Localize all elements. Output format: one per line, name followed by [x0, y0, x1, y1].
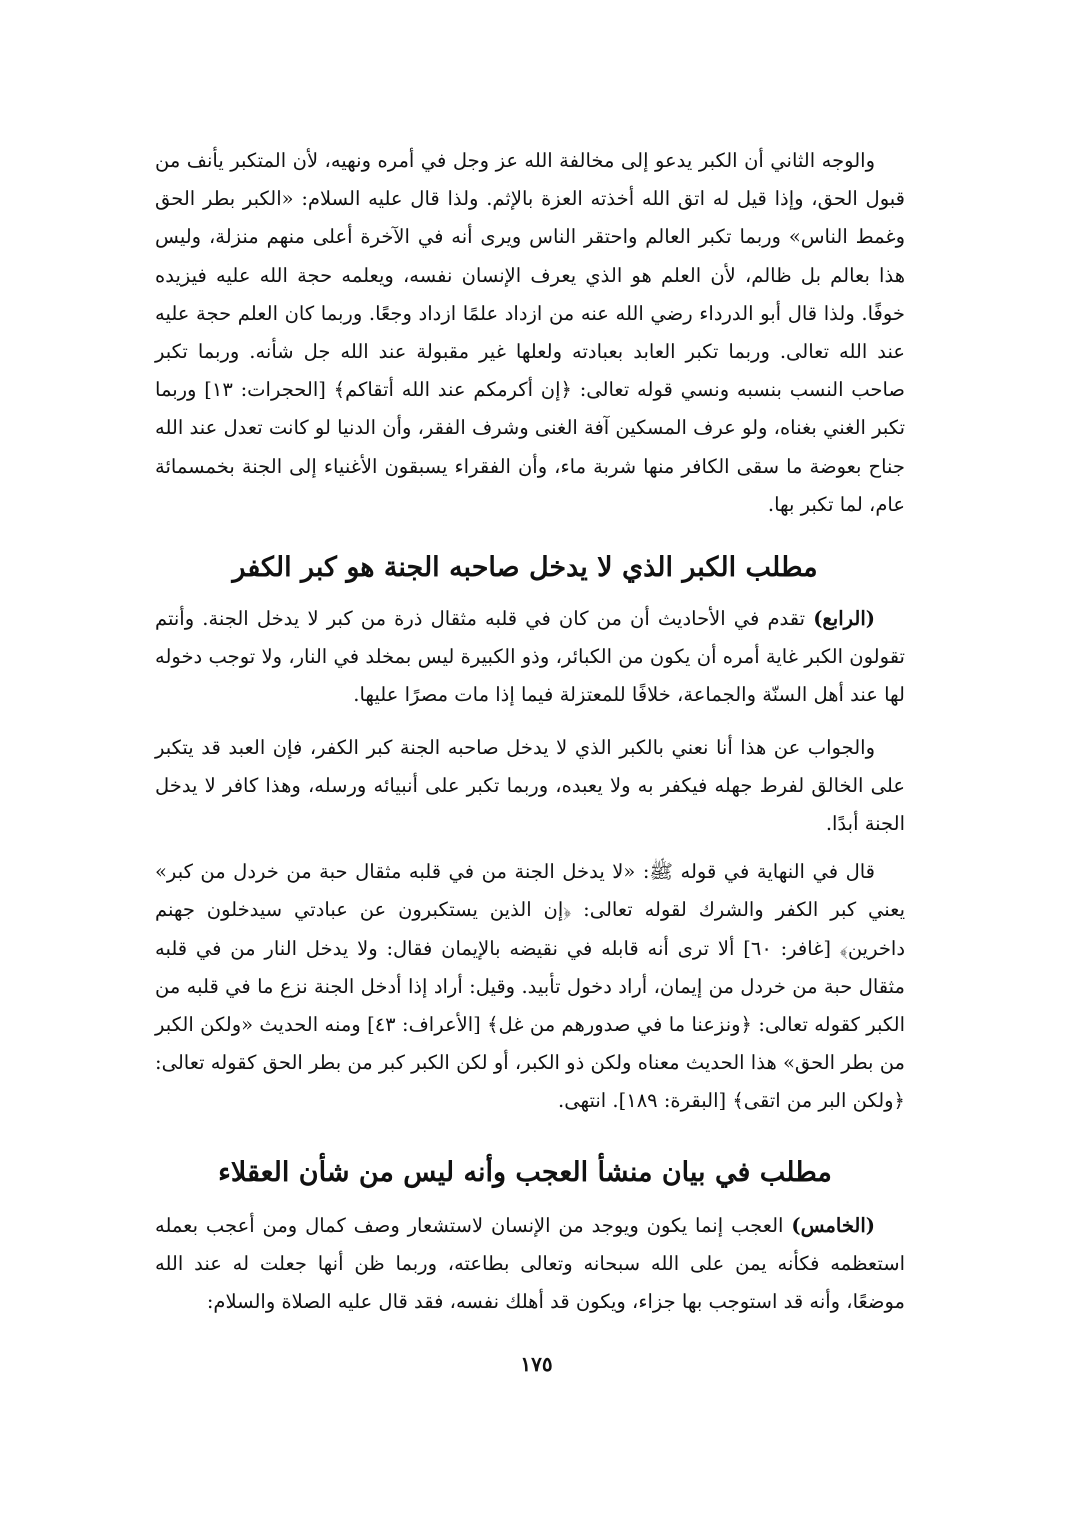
section-heading-2: مطلب في بيان منشأ العجب وأنه ليس من شأن العقلاء: [218, 1156, 832, 1188]
paragraph-5-lead: (الخامس): [791, 1213, 875, 1237]
paragraph-2-text: تقدم في الأحاديث أن من كان في قلبه مثقال ذرة من كبر لا يدخل الجنة. وأنتم تقولون الكبر غاية أمره أن يكون من الكبائر، وذو الكبيرة ليس بمخلد في النار، ولا توجب دخوله لها عند أهل السنّة والجماعة، خلافًا للمعتزلة فيما إذا مات مصرًا عليها.: [155, 607, 905, 707]
paragraph-5: [155, 1207, 905, 1322]
paragraph-2-lead: (الرابع): [813, 607, 875, 631]
section-heading-1: مطلب الكبر الذي لا يدخل صاحبه الجنة هو كبر الكفر: [232, 552, 818, 584]
paragraph-2: [155, 600, 905, 715]
page-number: ١٧٥: [520, 1352, 553, 1376]
paragraph-4: قال في النهاية في قوله ﷺ: «لا يدخل الجنة من في قلبه مثقال حبة من خردل من كبر» يعني كبر الكفر والشرك لقوله تعالى: ﴿إن الذين يستكبرون عن عبادتي سيدخلون جهنم داخرين﴾ [غافر: ٦٠] ألا ترى أنه قابله في نقيضه بالإيمان فقال: ولا يدخل النار من في قلبه مثقال حبة من خردل من إيمان، أراد دخول تأبيد. وقيل: أراد إذا أدخل الجنة نزع ما في قلبه من الكبر كقوله تعالى: ﴿ونزعنا ما في صدورهم من غل﴾ [الأعراف: ٤٣] ومنه الحديث «ولكن الكبر من بطر الحق» هذا الحديث معناه ولكن ذو الكبر، أو لكن الكبر كبر من بطر الحق كقوله تعالى: ﴿ولكن البر من اتقى﴾ [البقرة: ١٨٩]. انتهى.: [155, 860, 906, 1113]
paragraph-1: والوجه الثاني أن الكبر يدعو إلى مخالفة الله عز وجل في أمره ونهيه، لأن المتكبر يأنف من قبول الحق، وإذا قيل له اتق الله أخذته العزة بالإثم. ولذا قال عليه السلام: «الكبر بطر الحق وغمط الناس» وربما تكبر العالم واحتقر الناس ويرى أنه في الآخرة أعلى منهم منزلة، وليس هذا بعالم بل ظالم، لأن العلم هو الذي يعرف الإنسان نفسه، ويعلمه حجة الله عليه فيزيده خوفًا. ولذا قال أبو الدرداء رضي الله عنه من ازداد علمًا ازداد وجعًا. وربما كان العلم حجة عليه عند الله تعالى. وربما تكبر العابد بعبادته ولعلها غير مقبولة عند الله جل شأنه. وربما تكبر صاحب النسب بنسبه ونسي قوله تعالى: ﴿إن أكرمكم عند الله أتقاكم﴾ [الحجرات: ١٣] وربما تكبر الغني بغناه، ولو عرف المسكين آفة الغنى وشرف الفقر، وأن الدنيا لو كانت تعدل عند الله جناح بعوضة ما سقى الكافر منها شربة ماء، وأن الفقراء يسبقون الأغنياء إلى الجنة بخمسمائة عام، لما تكبر بها.: [155, 149, 905, 516]
paragraph-3: والجواب عن هذا أنا نعني بالكبر الذي لا يدخل صاحبه الجنة كبر الكفر، فإن العبد قد يتكبر على الخالق لفرط جهله فيكفر به ولا يعبده، وربما تكبر على أنبيائه ورسله، وهذا كافر لا يدخل الجنة أبدًا.: [155, 735, 905, 836]
paragraph-5-text: العجب إنما يكون ويوجد من الإنسان لاستشعار وصف كمال ومن أعجب بعمله استعظمه فكأنه يمن على الله سبحانه وتعالى بطاعته، وربما ظن أنها جعلت له عند الله موضعًا، وأنه قد استوجب بها جزاء، ويكون قد أهلك نفسه، فقد قال عليه الصلاة والسلام:: [155, 1213, 905, 1314]
